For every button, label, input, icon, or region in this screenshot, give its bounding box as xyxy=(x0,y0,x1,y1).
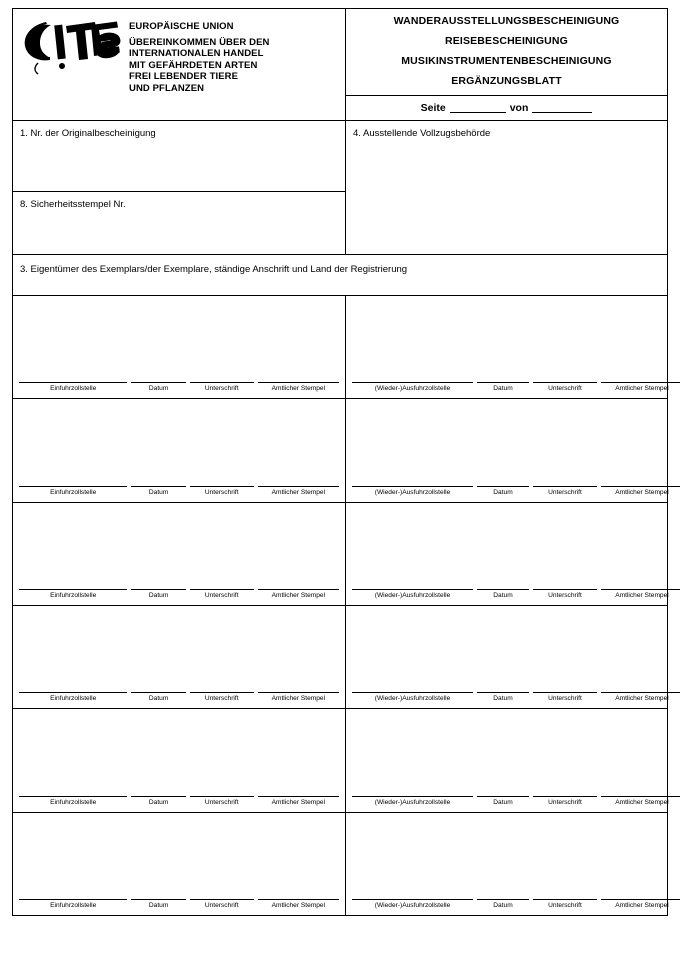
page-label: Seite xyxy=(420,102,446,114)
import-customs-block[interactable] xyxy=(13,709,346,811)
label-import-date: Datum xyxy=(131,486,185,497)
box-3-owner-of-specimen[interactable] xyxy=(13,255,667,296)
label-import-stamp: Amtlicher Stempel xyxy=(258,692,339,703)
label-export-stamp: Amtlicher Stempel xyxy=(601,692,680,703)
label-import-date: Datum xyxy=(131,796,185,807)
import-sublabels xyxy=(19,796,339,807)
stamp-row xyxy=(13,606,667,709)
label-import-office: Einfuhrzollstelle xyxy=(19,692,127,703)
export-customs-block[interactable] xyxy=(346,709,680,811)
export-customs-block[interactable] xyxy=(346,399,680,501)
label-import-stamp: Amtlicher Stempel xyxy=(258,589,339,600)
label-export-office: (Wieder-)Ausfuhrzollstelle xyxy=(352,486,473,497)
box-4-label: 4. Ausstellende Vollzugsbehörde xyxy=(353,128,491,139)
header-right-block xyxy=(346,9,667,120)
label-import-date: Datum xyxy=(131,692,185,703)
label-export-date: Datum xyxy=(477,899,529,910)
label-import-stamp: Amtlicher Stempel xyxy=(258,486,339,497)
box-8-label: 8. Sicherheitsstempel Nr. xyxy=(20,199,126,210)
label-import-office: Einfuhrzollstelle xyxy=(19,796,127,807)
label-import-office: Einfuhrzollstelle xyxy=(19,899,127,910)
import-customs-block[interactable] xyxy=(13,503,346,605)
export-sublabels xyxy=(352,589,680,600)
eu-convention-title xyxy=(129,21,269,95)
label-export-office: (Wieder-)Ausfuhrzollstelle xyxy=(352,589,473,600)
label-import-office: Einfuhrzollstelle xyxy=(19,589,127,600)
export-sublabels xyxy=(352,486,680,497)
label-import-signature: Unterschrift xyxy=(190,899,254,910)
import-customs-block[interactable] xyxy=(13,399,346,501)
label-export-signature: Unterschrift xyxy=(533,796,597,807)
eu-line-4: FREI LEBENDER TIERE xyxy=(129,71,239,83)
label-export-date: Datum xyxy=(477,382,529,393)
page-number-line xyxy=(346,96,667,120)
label-import-stamp: Amtlicher Stempel xyxy=(258,796,339,807)
form-header xyxy=(13,9,667,121)
import-customs-block[interactable] xyxy=(13,606,346,708)
label-export-stamp: Amtlicher Stempel xyxy=(601,796,680,807)
page-of-label: von xyxy=(509,102,529,114)
import-sublabels xyxy=(19,382,339,393)
label-export-signature: Unterschrift xyxy=(533,899,597,910)
label-import-office: Einfuhrzollstelle xyxy=(19,486,127,497)
export-customs-block[interactable] xyxy=(346,606,680,708)
export-sublabels xyxy=(352,899,680,910)
label-export-signature: Unterschrift xyxy=(533,382,597,393)
page-number-field[interactable] xyxy=(450,103,506,113)
eu-line-3: MIT GEFÄHRDETEN ARTEN xyxy=(129,59,258,71)
box-1-original-certificate-number[interactable] xyxy=(13,121,345,192)
export-sublabels xyxy=(352,692,680,703)
title-line-3: ERGÄNZUNGSBLATT xyxy=(451,75,562,87)
label-export-office: (Wieder-)Ausfuhrzollstelle xyxy=(352,692,473,703)
eu-line-1: ÜBEREINKOMMEN ÜBER DEN xyxy=(129,36,270,48)
export-sublabels xyxy=(352,382,680,393)
label-import-stamp: Amtlicher Stempel xyxy=(258,899,339,910)
label-export-stamp: Amtlicher Stempel xyxy=(601,589,680,600)
eu-line-0: EUROPÄISCHE UNION xyxy=(129,21,234,32)
eu-line-2: INTERNATIONALEN HANDEL xyxy=(129,48,264,60)
label-export-date: Datum xyxy=(477,796,529,807)
label-export-signature: Unterschrift xyxy=(533,589,597,600)
label-export-office: (Wieder-)Ausfuhrzollstelle xyxy=(352,899,473,910)
title-line-0: WANDERAUSSTELLUNGSBESCHEINIGUNG xyxy=(393,15,620,27)
box-8-security-stamp-number[interactable] xyxy=(13,192,345,254)
import-sublabels xyxy=(19,589,339,600)
box-1-label: 1. Nr. der Originalbescheinigung xyxy=(20,128,156,139)
export-sublabels xyxy=(352,796,680,807)
stamp-row xyxy=(13,813,667,915)
left-column xyxy=(13,121,346,254)
stamp-row xyxy=(13,709,667,812)
label-export-office: (Wieder-)Ausfuhrzollstelle xyxy=(352,382,473,393)
title-line-1: REISEBESCHEINIGUNG xyxy=(445,35,568,47)
export-customs-block[interactable] xyxy=(346,813,680,915)
label-export-date: Datum xyxy=(477,589,529,600)
label-export-stamp: Amtlicher Stempel xyxy=(601,382,680,393)
stamp-row xyxy=(13,296,667,399)
certificate-titles xyxy=(346,9,667,96)
header-left-block xyxy=(13,9,346,120)
import-sublabels xyxy=(19,486,339,497)
label-import-signature: Unterschrift xyxy=(190,796,254,807)
label-export-office: (Wieder-)Ausfuhrzollstelle xyxy=(352,796,473,807)
box-3-label: 3. Eigentümer des Exemplars/der Exemplare, ständige Anschrift und Land der Registrierung xyxy=(20,264,408,275)
label-import-signature: Unterschrift xyxy=(190,692,254,703)
label-import-stamp: Amtlicher Stempel xyxy=(258,382,339,393)
title-line-2: MUSIKINSTRUMENTENBESCHEINIGUNG xyxy=(401,55,612,67)
label-export-signature: Unterschrift xyxy=(533,486,597,497)
import-sublabels xyxy=(19,692,339,703)
page-total-field[interactable] xyxy=(532,103,592,113)
box-4-issuing-management-authority[interactable] xyxy=(346,121,667,254)
label-import-signature: Unterschrift xyxy=(190,382,254,393)
stamp-row xyxy=(13,503,667,606)
stamp-row xyxy=(13,399,667,502)
label-import-date: Datum xyxy=(131,589,185,600)
cites-logo xyxy=(21,19,125,81)
import-customs-block[interactable] xyxy=(13,296,346,398)
import-sublabels xyxy=(19,899,339,910)
cites-supplementary-sheet-form xyxy=(12,8,668,916)
eu-line-5: UND PFLANZEN xyxy=(129,82,205,94)
export-customs-block[interactable] xyxy=(346,296,680,398)
import-customs-block[interactable] xyxy=(13,813,346,915)
label-import-date: Datum xyxy=(131,382,185,393)
label-import-signature: Unterschrift xyxy=(190,486,254,497)
label-import-office: Einfuhrzollstelle xyxy=(19,382,127,393)
label-export-date: Datum xyxy=(477,486,529,497)
label-export-stamp: Amtlicher Stempel xyxy=(601,486,680,497)
export-customs-block[interactable] xyxy=(346,503,680,605)
label-export-stamp: Amtlicher Stempel xyxy=(601,899,680,910)
boxes-row-1 xyxy=(13,121,667,255)
customs-stamp-blocks xyxy=(13,296,667,915)
label-export-date: Datum xyxy=(477,692,529,703)
label-export-signature: Unterschrift xyxy=(533,692,597,703)
label-import-signature: Unterschrift xyxy=(190,589,254,600)
label-import-date: Datum xyxy=(131,899,185,910)
